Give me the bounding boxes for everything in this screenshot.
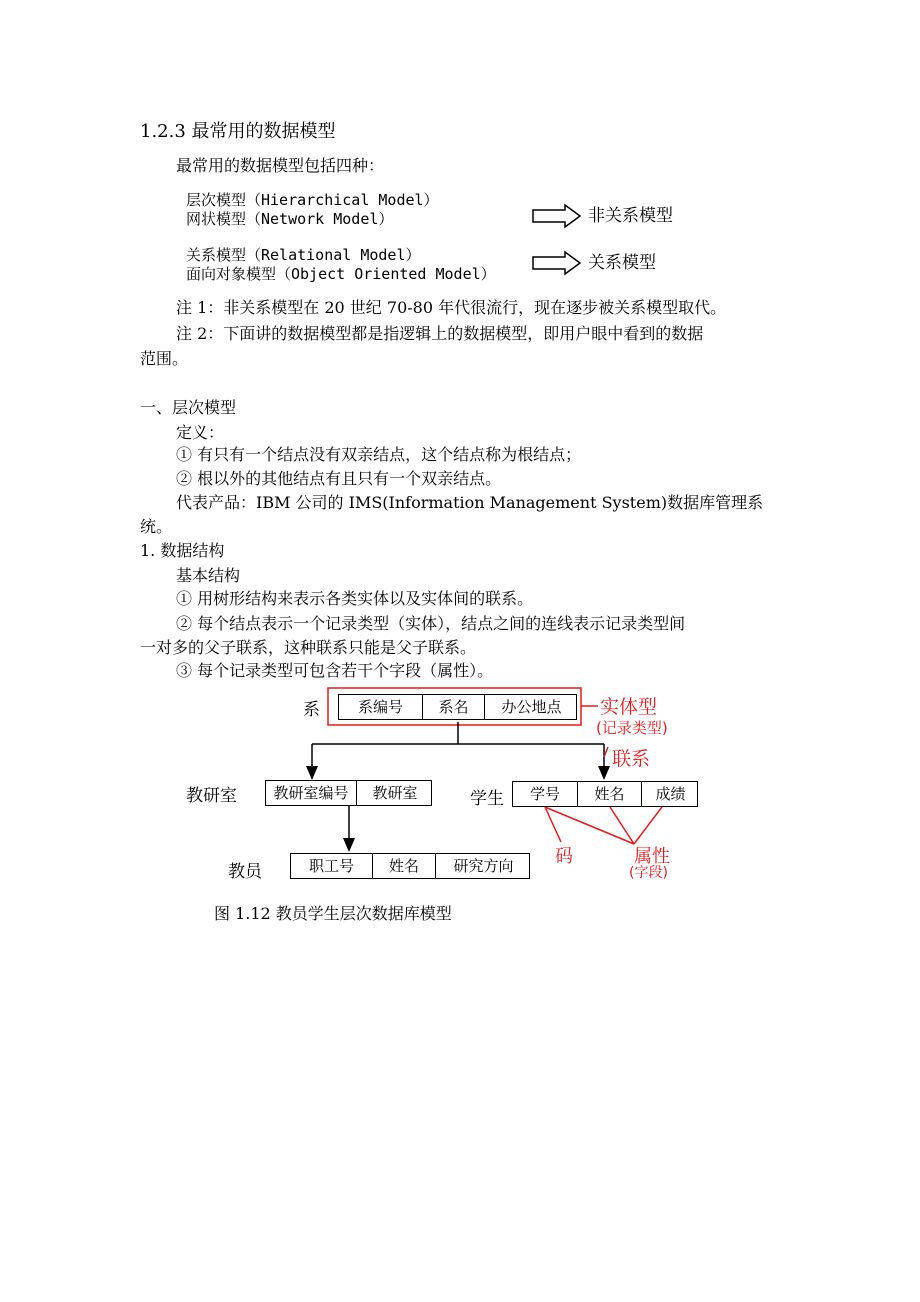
note-2-continued: 范围。 (140, 349, 189, 368)
hollow-arrow-icon (533, 205, 580, 227)
relational-label: 关系模型 (588, 253, 656, 273)
product-text-continued: 统。 (140, 517, 173, 536)
arrow-down-icon (306, 766, 318, 780)
model-object-oriented: 面向对象模型（Object Oriented Model） (186, 265, 496, 283)
record-field: 系名 (423, 695, 485, 719)
model-hierarchical: 层次模型（Hierarchical Model） (186, 191, 439, 209)
record-field: 成绩 (655, 785, 686, 803)
intro-text: 最常用的数据模型包括四种： (176, 156, 385, 175)
basic-structure-3: ③ 每个记录类型可包含若干个字段（属性）。 (176, 661, 494, 680)
record-field: 职工号 (291, 854, 373, 878)
dept-record (338, 694, 577, 720)
hollow-arrow-icon (533, 252, 580, 274)
teaching-room-record (265, 780, 432, 806)
note-2: 注 2：下面讲的数据模型都是指逻辑上的数据模型，即用户眼中看到的数据 (176, 324, 704, 343)
definition-2: ② 根以外的其他结点有且只有一个双亲结点。 (176, 469, 502, 488)
teacher-label: 教员 (228, 862, 262, 882)
entity-type-label: 实体型 (600, 696, 658, 718)
student-record (512, 781, 698, 807)
record-field: 姓名 (373, 854, 436, 878)
teaching-room-label: 教研室 (186, 786, 237, 806)
basic-structure-label: 基本结构 (176, 566, 241, 585)
record-type-label: (记录类型) (596, 719, 668, 737)
record-field: 办公地点 (501, 698, 562, 716)
dept-label: 系 (303, 700, 320, 720)
record-field: 系编号 (339, 695, 423, 719)
section-title: 1.2.3 最常用的数据模型 (140, 121, 336, 142)
record-field: 教研室编号 (266, 781, 357, 805)
non-relational-label: 非关系模型 (588, 206, 673, 226)
record-field: 姓名 (578, 782, 642, 806)
student-label: 学生 (470, 789, 504, 809)
field-label: (字段) (629, 865, 668, 881)
model-relational: 关系模型（Relational Model） (186, 246, 421, 264)
arrow-down-icon (343, 838, 355, 852)
note-1: 注 1：非关系模型在 20 世纪 70-80 年代很流行，现在逐步被关系模型取代。 (176, 298, 727, 317)
arrow-down-icon (598, 766, 610, 780)
definition-1: ① 有只有一个结点没有双亲结点，这个结点称为根结点； (176, 445, 582, 464)
definition-label: 定义： (176, 423, 225, 442)
part-1-title: 一、层次模型 (140, 398, 237, 417)
basic-structure-2-continued: 一对多的父子联系，这种联系只能是父子联系。 (140, 638, 477, 657)
record-field: 学号 (513, 782, 578, 806)
record-field: 教研室 (372, 784, 418, 802)
attribute-label: 属性 (634, 846, 670, 867)
subsection-title: 1. 数据结构 (140, 541, 225, 560)
basic-structure-1: ① 用树形结构来表示各类实体以及实体间的联系。 (176, 589, 534, 608)
basic-structure-2: ② 每个结点表示一个记录类型（实体），结点之间的连线表示记录类型间 (176, 614, 686, 633)
record-field: 研究方向 (453, 857, 514, 875)
product-text: 代表产品：IBM 公司的 IMS(Information Management System)数据库管理系 (176, 493, 764, 512)
model-network: 网状模型（Network Model） (186, 210, 394, 228)
figure-caption: 图 1.12 教员学生层次数据库模型 (214, 904, 452, 923)
code-label: 码 (555, 846, 573, 867)
relation-label: 联系 (612, 748, 651, 770)
teacher-record (290, 853, 530, 879)
